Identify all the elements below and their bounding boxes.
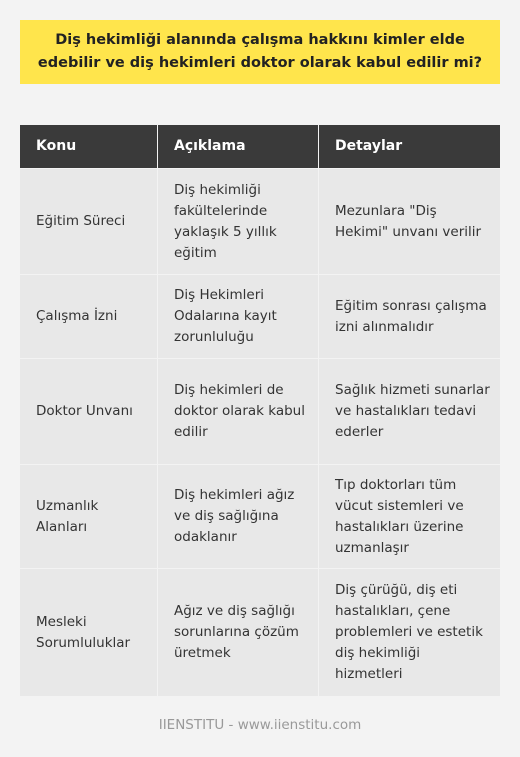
table-cell-details: Mezunlara "Diş Hekimi" unvanı verilir	[319, 169, 500, 275]
table-cell-topic: Çalışma İzni	[20, 275, 158, 359]
footer-credit: IIENSTITU - www.iienstitu.com	[158, 717, 362, 733]
table-row	[20, 275, 500, 359]
table-cell-topic: Doktor Unvanı	[20, 359, 158, 465]
page-title: Diş hekimliği alanında çalışma hakkını kimler elde edebilir ve diş hekimleri doktor olarak kabul edilir mi?	[37, 32, 483, 71]
table-row	[20, 569, 500, 697]
table-cell-description: Diş hekimleri de doktor olarak kabul edilir	[158, 359, 319, 465]
header-detaylar: Detaylar	[319, 125, 500, 169]
table-cell-topic: Uzmanlık Alanları	[20, 465, 158, 569]
table-cell-topic: Mesleki Sorumluluklar	[20, 569, 158, 697]
table-cell-description: Diş Hekimleri Odalarına kayıt zorunluluğu	[158, 275, 319, 359]
table-cell-description: Diş hekimliği fakültelerinde yaklaşık 5 yıllık eğitim	[158, 169, 319, 275]
header-konu: Konu	[20, 125, 158, 169]
table-cell-details: Diş çürüğü, diş eti hastalıkları, çene problemleri ve estetik diş hekimliği hizmetleri	[319, 569, 500, 697]
table-row	[20, 359, 500, 465]
table-cell-description: Diş hekimleri ağız ve diş sağlığına odaklanır	[158, 465, 319, 569]
header-aciklama: Açıklama	[158, 125, 319, 169]
table-cell-topic: Eğitim Süreci	[20, 169, 158, 275]
title-banner	[20, 20, 500, 84]
table-row	[20, 169, 500, 275]
table-cell-details: Eğitim sonrası çalışma izni alınmalıdır	[319, 275, 500, 359]
table-row	[20, 465, 500, 569]
table-cell-details: Tıp doktorları tüm vücut sistemleri ve hastalıkları üzerine uzmanlaşır	[319, 465, 500, 569]
table-cell-description: Ağız ve diş sağlığı sorunlarına çözüm üretmek	[158, 569, 319, 697]
table-cell-details: Sağlık hizmeti sunarlar ve hastalıkları tedavi ederler	[319, 359, 500, 465]
table-header-row	[20, 125, 500, 169]
info-table	[20, 125, 500, 697]
